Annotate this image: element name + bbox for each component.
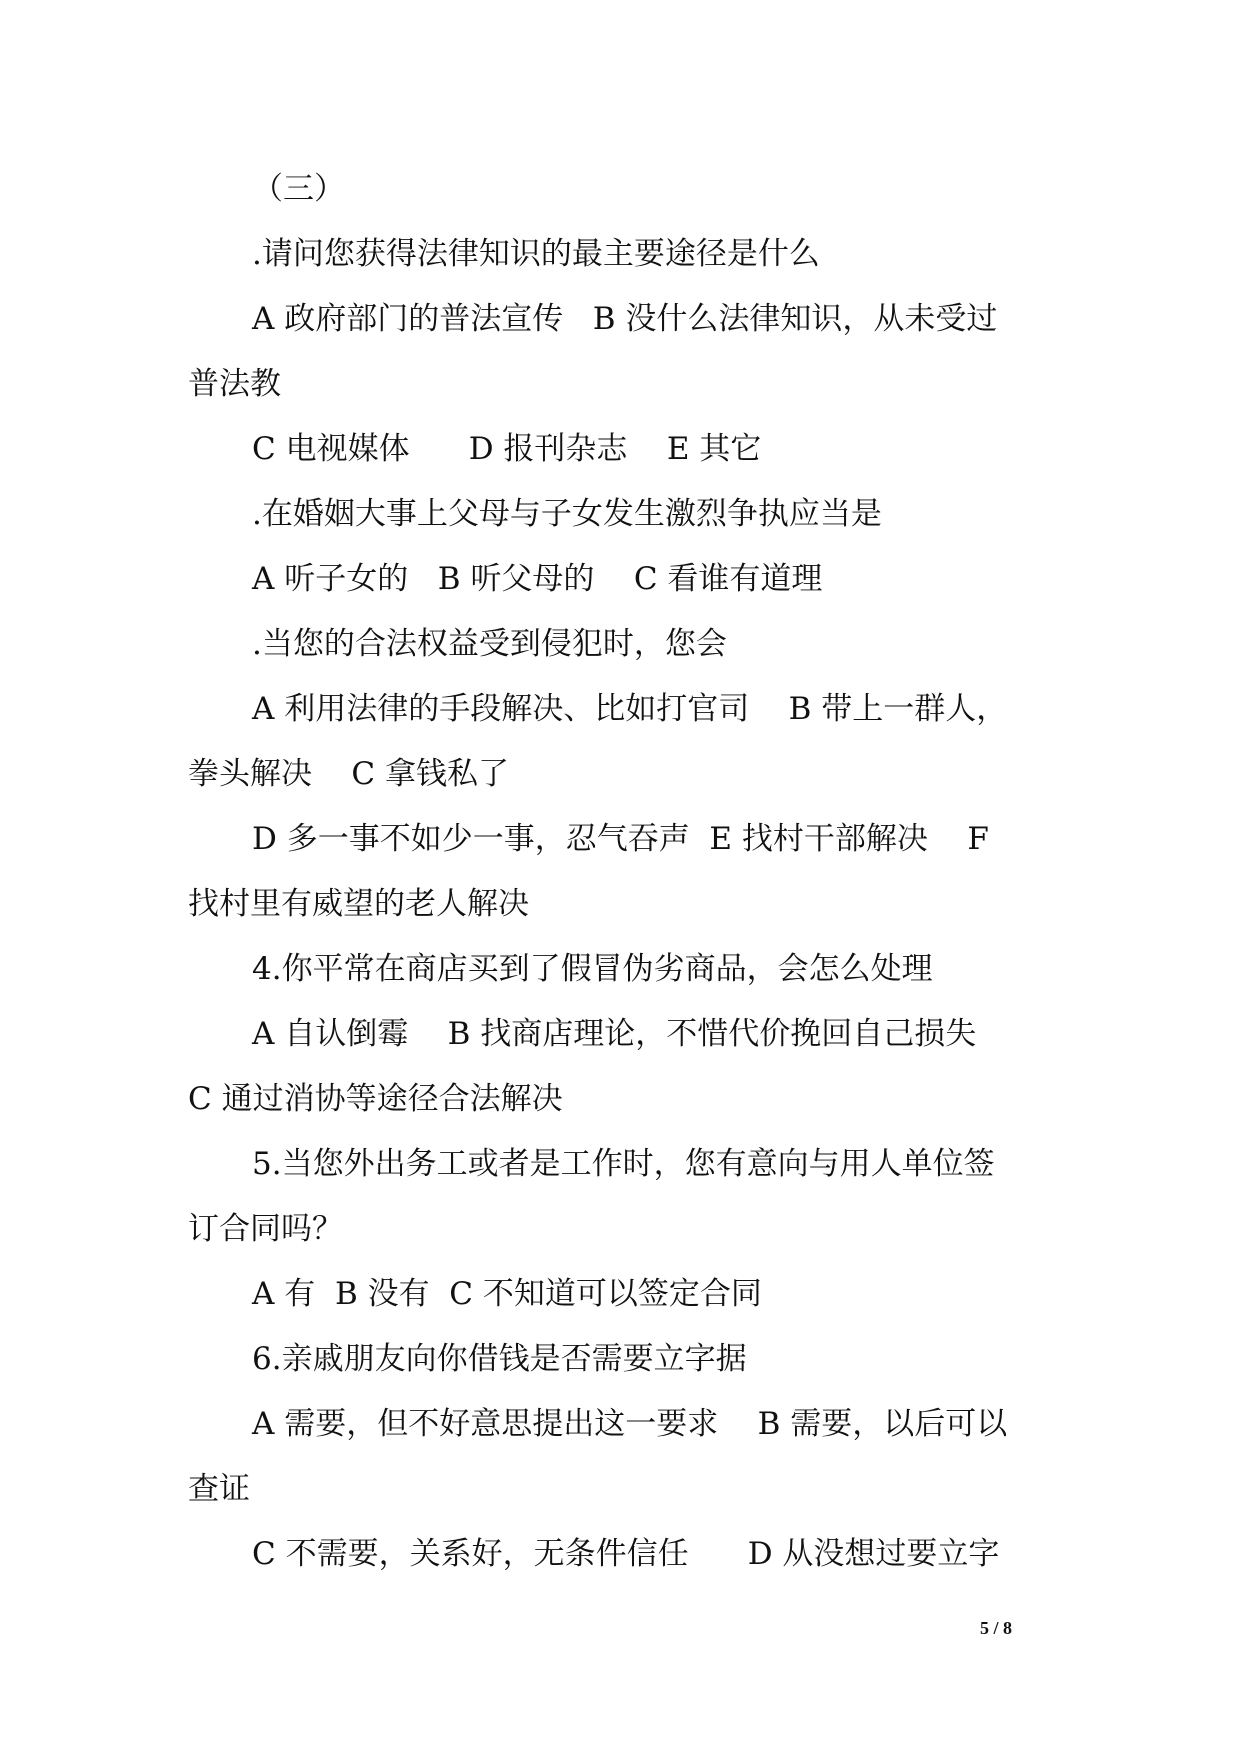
question-6-options-line-1: A 需要，但不好意思提出这一要求 B 需要，以后可以 <box>252 1406 1008 1442</box>
section-heading: （三） <box>252 171 345 207</box>
page-number: 5 / 8 <box>980 1618 1013 1638</box>
question-3-options-line-1: A 利用法律的手段解决、比如打官司 B 带上一群人， <box>252 691 1008 727</box>
question-3: .当您的合法权益受到侵犯时，您会 <box>252 626 727 662</box>
question-1-options-line-3: C 电视媒体 D 报刊杂志 E 其它 <box>252 431 762 467</box>
question-3-options-line-3: D 多一事不如少一事，忍气吞声 E 找村干部解决 F <box>252 821 989 857</box>
question-3-options-line-4: 找村里有威望的老人解决 <box>188 886 529 922</box>
question-4: 4.你平常在商店买到了假冒伪劣商品，会怎么处理 <box>252 951 933 987</box>
question-2-options: A 听子女的 B 听父母的 C 看谁有道理 <box>252 561 823 597</box>
question-1-options-line-2: 普法教 <box>188 366 281 402</box>
question-4-options-line-2: C 通过消协等途径合法解决 <box>188 1081 563 1117</box>
question-6: 6.亲戚朋友向你借钱是否需要立字据 <box>252 1341 747 1377</box>
question-6-options-line-3: C 不需要，关系好，无条件信任 D 从没想过要立字 <box>252 1536 1000 1572</box>
question-5-line-1: 5.当您外出务工或者是工作时，您有意向与用人单位签 <box>252 1146 995 1182</box>
document-body <box>188 157 1058 1587</box>
question-1: .请问您获得法律知识的最主要途径是什么 <box>252 236 820 272</box>
question-1-options-line-1: A 政府部门的普法宣传 B 没什么法律知识，从未受过 <box>252 301 998 337</box>
question-5-options: A 有 B 没有 C 不知道可以签定合同 <box>252 1276 762 1312</box>
question-6-options-line-2: 查证 <box>188 1471 250 1507</box>
question-3-options-line-2: 拳头解决 C 拿钱私了 <box>188 756 509 792</box>
question-4-options-line-1: A 自认倒霉 B 找商店理论，不惜代价挽回自己损失 <box>252 1016 977 1052</box>
question-2: .在婚姻大事上父母与子女发生激烈争执应当是 <box>252 496 882 532</box>
question-5-line-2: 订合同吗？ <box>188 1211 343 1247</box>
